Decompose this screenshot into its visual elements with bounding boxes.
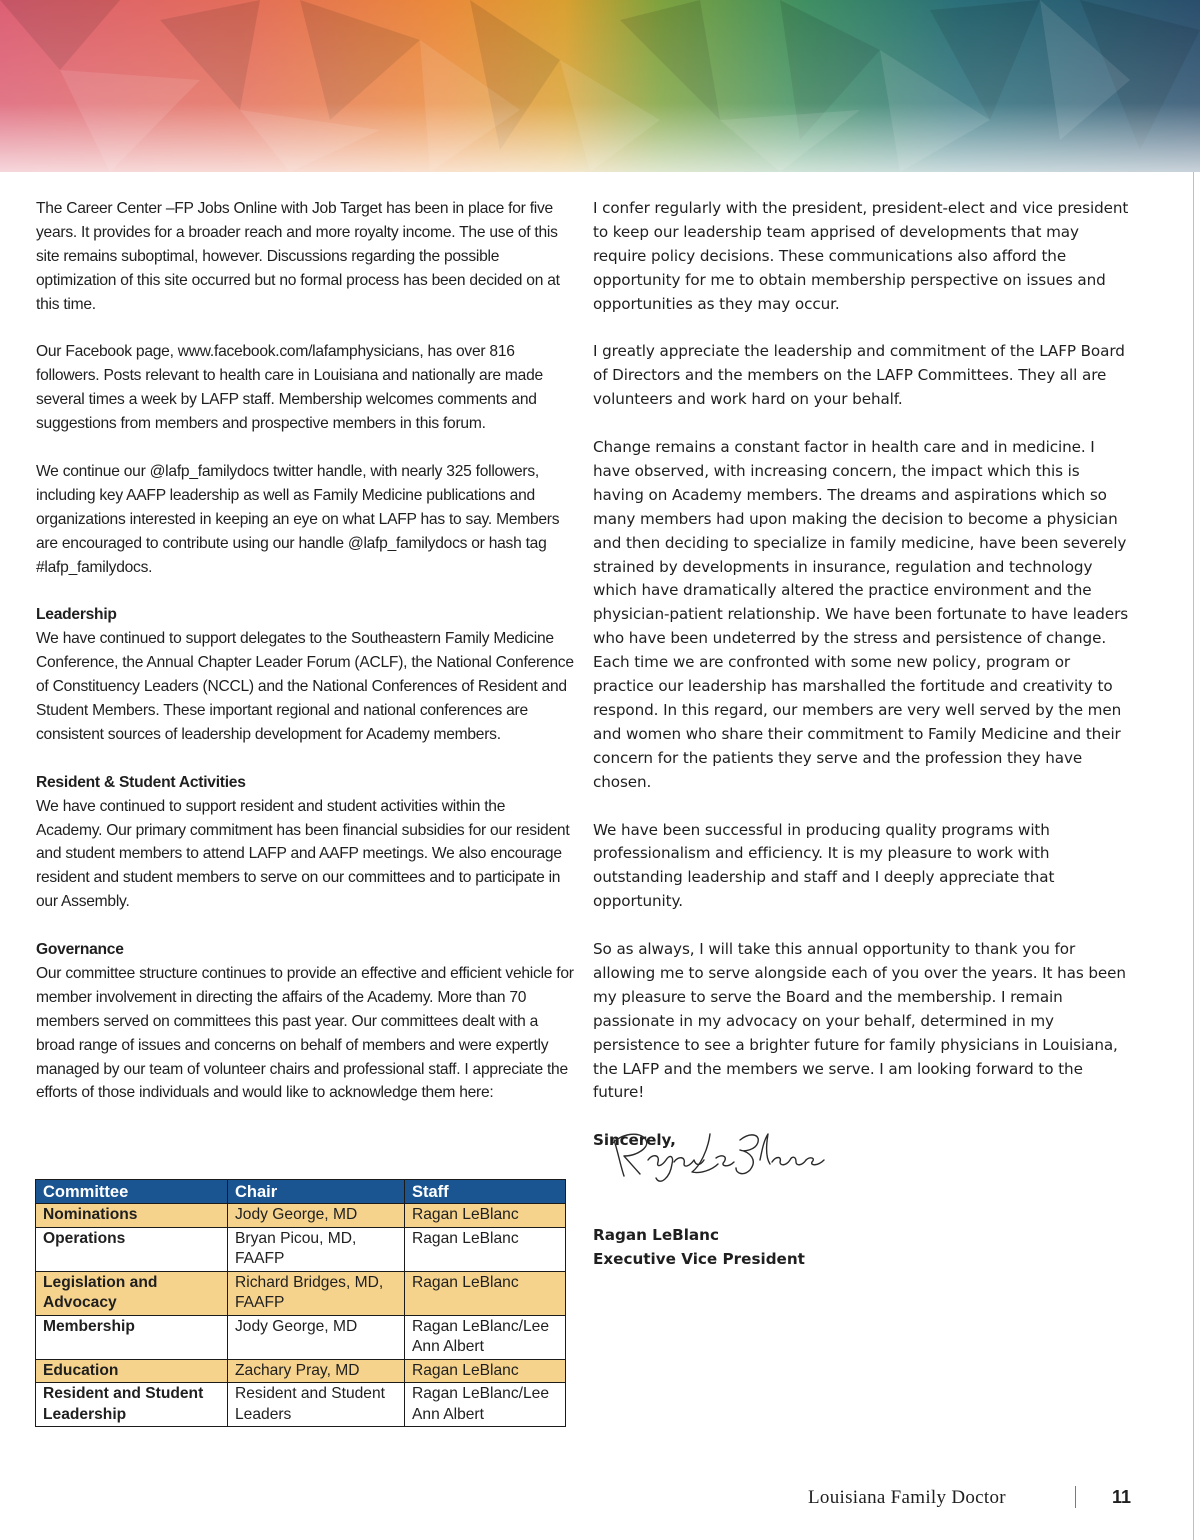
staff-cell: Ragan LeBlanc — [405, 1271, 566, 1315]
signer-block — [593, 1224, 805, 1272]
table-header-row — [36, 1180, 566, 1204]
left-column — [36, 197, 574, 1129]
header-committee: Committee — [36, 1180, 228, 1204]
decorative-banner — [0, 0, 1200, 172]
page-footer — [806, 1484, 1136, 1514]
leadership-body: We have continued to support delegates to the Southeastern Family Medicine Conference, the Annual Chapter Leader Forum (ACLF), the National Conference of Constituency Leaders (NCCL) and the National Conferences of Resident and Student Members. These important regional and national conferences are consistent sources of leadership development for Academy members. — [36, 630, 574, 743]
change-paragraph: Change remains a constant factor in health care and in medicine. I have observed, with increasing concern, the impact which this is having on Academy members. The dreams and aspirations which so many members had upon making the decision to become a physician and then deciding to specialize in family medicine, have been severely strained by developments in insurance, regulation and technology which have dramatically altered the practice environment and the physician-patient relationship. We have been fortunate to have leaders who have been undeterred by the stress and persistence of change. Each time we are confronted with some new policy, program or practice our leadership has marshalled the fortitude and creativity to respond. In this regard, our members are very well served by the men and women who share their commitment to Family Medicine and their concern for the patients they serve and the profession they have chosen. — [593, 438, 1129, 791]
table-row — [36, 1271, 566, 1315]
appreciation-paragraph: I greatly appreciate the leadership and commitment of the LAFP Board of Directors and the members on the LAFP Committees. They all are volunteers and work hard on your behalf. — [593, 342, 1125, 409]
closing-paragraph: So as always, I will take this annual opportunity to thank you for allowing me to serve alongside each of you over the years. It has been my pleasure to serve the Board and the membership. I remain passionate in my advocacy on your behalf, determined in my persistence to see a brighter future for family physicians in Louisiana, the LAFP and the members we serve. I am looking forward to the future! — [593, 940, 1126, 1102]
career-center-paragraph: The Career Center –FP Jobs Online with Job Target has been in place for five years. It provides for a broader reach and more royalty income. The use of this site remains suboptimal, however. Discussions regarding the possible optimization of this site occurred but no formal process has been decided on at this time. — [36, 200, 560, 313]
committee-cell: Membership — [36, 1315, 228, 1359]
publication-title: Louisiana Family Doctor — [808, 1487, 1006, 1508]
right-column — [593, 197, 1135, 1177]
signer-title: Executive Vice President — [593, 1249, 805, 1268]
resident-heading: Resident & Student Activities — [36, 773, 246, 791]
table-row — [36, 1359, 566, 1383]
chair-cell: Jody George, MD — [228, 1204, 405, 1228]
committee-cell: Education — [36, 1359, 228, 1383]
twitter-paragraph: We continue our @lafp_familydocs twitter handle, with nearly 325 followers, including key AAFP leadership as well as Family Medicine publications and organizations interested in keeping an eye on what LAFP has to say. Members are encouraged to contribute using our handle @lafp_familydocs or hash tag #lafp_familydocs. — [36, 462, 560, 576]
handwritten-signature — [600, 1120, 830, 1192]
leadership-heading: Leadership — [36, 606, 117, 624]
table-row — [36, 1204, 566, 1228]
staff-cell: Ragan LeBlanc/Lee Ann Albert — [405, 1315, 566, 1359]
sincerely-text: Sincerely, — [593, 1131, 676, 1150]
page-edge-rule — [1193, 172, 1194, 1540]
header-staff: Staff — [405, 1180, 566, 1204]
committee-cell: Nominations — [36, 1204, 228, 1228]
staff-cell: Ragan LeBlanc — [405, 1227, 566, 1271]
success-paragraph: We have been successful in producing quality programs with professionalism and efficiency. It is my pleasure to work with outstanding leadership and staff and I deeply appreciate that opportunity. — [593, 820, 1055, 911]
committee-cell: Resident and Student Leadership — [36, 1383, 228, 1427]
footer-divider — [1075, 1486, 1076, 1508]
governance-heading: Governance — [36, 941, 124, 959]
staff-cell: Ragan LeBlanc/Lee Ann Albert — [405, 1383, 566, 1427]
chair-cell: Bryan Picou, MD, FAAFP — [228, 1227, 405, 1271]
chair-cell: Resident and Student Leaders — [228, 1383, 405, 1427]
committee-table — [35, 1179, 566, 1427]
resident-section — [36, 771, 574, 914]
chair-cell: Zachary Pray, MD — [228, 1359, 405, 1383]
header-chair: Chair — [228, 1180, 405, 1204]
committee-cell: Legislation and Advocacy — [36, 1271, 228, 1315]
facebook-paragraph: Our Facebook page, www.facebook.com/lafamphysicians, has over 816 followers. Posts relevant to health care in Louisiana and nationally are made several times a week by LAFP staff. Membership welcomes comments and suggestions from members and prospective members in this forum. — [36, 343, 543, 433]
leadership-section — [36, 603, 574, 746]
governance-body: Our committee structure continues to provide an effective and efficient vehicle for member involvement in directing the affairs of the Academy. More than 70 members served on committees this past year. Our committees dealt with a broad range of issues and concerns on behalf of members and were expertly managed by our team of volunteer chairs and professional staff. I appreciate the efforts of those individuals and would like to acknowledge them here: — [36, 964, 574, 1102]
chair-cell: Jody George, MD — [228, 1315, 405, 1359]
chair-cell: Richard Bridges, MD, FAAFP — [228, 1271, 405, 1315]
polygon-banner-graphic — [0, 0, 1200, 172]
page-number: 11 — [1112, 1487, 1132, 1507]
signer-name: Ragan LeBlanc — [593, 1226, 719, 1244]
table-row — [36, 1227, 566, 1271]
resident-body: We have continued to support resident and student activities within the Academy. Our primary commitment has been financial subsidies for our resident and student members to attend LAFP and AAFP meetings. We also encourage resident and student members to serve on our committees and to participate in our Assembly. — [36, 797, 570, 911]
staff-cell: Ragan LeBlanc — [405, 1204, 566, 1228]
table-row — [36, 1383, 566, 1427]
confer-paragraph: I confer regularly with the president, president-elect and vice president to keep our leadership team apprised of developments that may require policy decisions. These communications also afford the opportunity for me to obtain membership perspective on issues and opportunities as they may occur. — [593, 199, 1129, 313]
committee-cell: Operations — [36, 1227, 228, 1271]
staff-cell: Ragan LeBlanc — [405, 1359, 566, 1383]
table-row — [36, 1315, 566, 1359]
governance-section — [36, 938, 574, 1105]
